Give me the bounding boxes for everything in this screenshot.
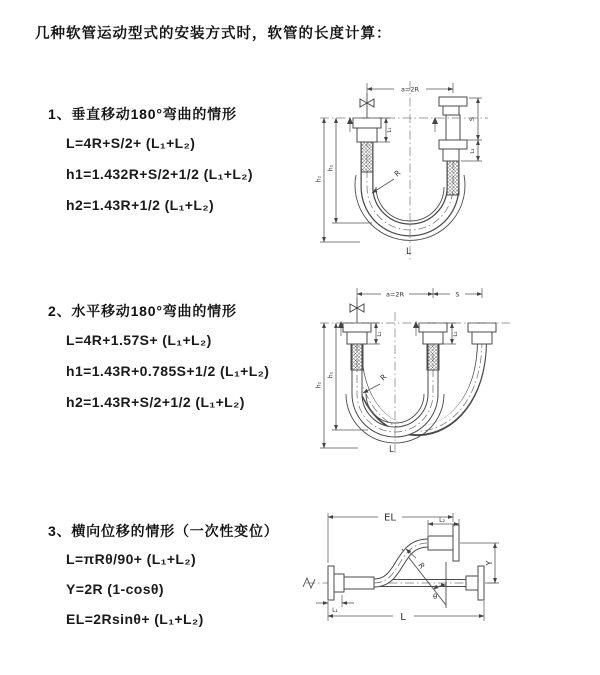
section-2-formula-h2: h2=1.43R+S/2+1/2 (L₁+L₂)	[66, 394, 245, 410]
dim-label-h2: h₂	[315, 381, 323, 389]
dim-label-s: S	[455, 290, 460, 299]
flange-right-original	[478, 566, 484, 600]
dim-label-a2r: a=2R	[385, 290, 405, 299]
section-1-formula-h2: h2=1.43R+1/2 (L₁+L₂)	[66, 197, 215, 213]
flange-left	[328, 566, 334, 600]
flange-right-top	[439, 97, 467, 106]
section-3-formula-Y: Y=2R (1-cosθ)	[66, 581, 164, 597]
diagram-horizontal-180-bend	[310, 280, 600, 460]
valve-icon	[350, 298, 364, 323]
dim-label-h1: h₁	[327, 371, 335, 379]
flange-right-displaced	[453, 525, 459, 561]
flange-right-bottom	[439, 140, 467, 149]
dim-label-l2: L₂	[453, 331, 459, 337]
valve-icon	[360, 93, 374, 118]
section-1-formula-h1: h1=1.432R+S/2+1/2 (L₁+L₂)	[66, 166, 253, 182]
dim-label-a2r: a=2R	[400, 85, 420, 94]
braided-hose-left	[351, 344, 363, 370]
section-3-formula-EL: EL=2Rsinθ+ (L₁+L₂)	[66, 611, 204, 627]
diagram-vertical-180-bend	[310, 75, 595, 265]
section-3-formula-L: L=πRθ/90+ (L₁+L₂)	[66, 551, 197, 567]
diagram-lateral-displacement	[298, 505, 600, 650]
section-1-heading: 1、垂直移动180°弯曲的情形	[48, 106, 237, 122]
label-theta: θ	[433, 593, 438, 601]
dim-label-h2: h₂	[315, 175, 323, 183]
flange-left	[353, 118, 381, 128]
label-radius-r: R	[392, 168, 403, 179]
braided-hose-middle	[427, 344, 439, 370]
dim-label-l1: L₁	[332, 607, 338, 614]
section-2-heading: 2、水平移动180°弯曲的情形	[48, 303, 237, 319]
section-2-formula-L: L=4R+1.57S+ (L₁+L₂)	[66, 332, 212, 348]
break-mark-icon	[303, 578, 315, 588]
flange-right-displaced	[468, 323, 496, 332]
braided-hose-right	[447, 161, 459, 195]
section-2-formula-h1: h1=1.43R+0.785S+1/2 (L₁+L₂)	[66, 363, 270, 379]
dim-label-l2: L₂	[439, 517, 445, 524]
label-radius-r: R	[416, 560, 427, 571]
dim-label-y: Y	[485, 560, 494, 566]
dim-label-l: L	[400, 612, 406, 623]
flange-middle	[419, 323, 447, 332]
section-3-heading: 3、横向位移的情形（一次性变位）	[48, 523, 279, 539]
dim-label-s: S	[468, 116, 476, 122]
dim-label-l1: L₁	[377, 331, 383, 337]
section-1-formula-L: L=4R+S/2+ (L₁+L₂)	[66, 135, 196, 151]
flange-left	[343, 323, 371, 332]
label-length-l: L	[406, 247, 412, 257]
dim-label-l2: L₂	[470, 148, 476, 154]
dim-label-h1: h₁	[327, 164, 335, 172]
dim-label-l1: L₁	[387, 127, 393, 133]
label-length-l: L	[389, 445, 394, 455]
page-title: 几种软管运动型式的安装方式时，软管的长度计算：	[35, 26, 392, 42]
label-radius-r: R	[378, 372, 389, 383]
braided-hose-left	[361, 142, 373, 172]
dim-label-el: EL	[384, 512, 396, 524]
